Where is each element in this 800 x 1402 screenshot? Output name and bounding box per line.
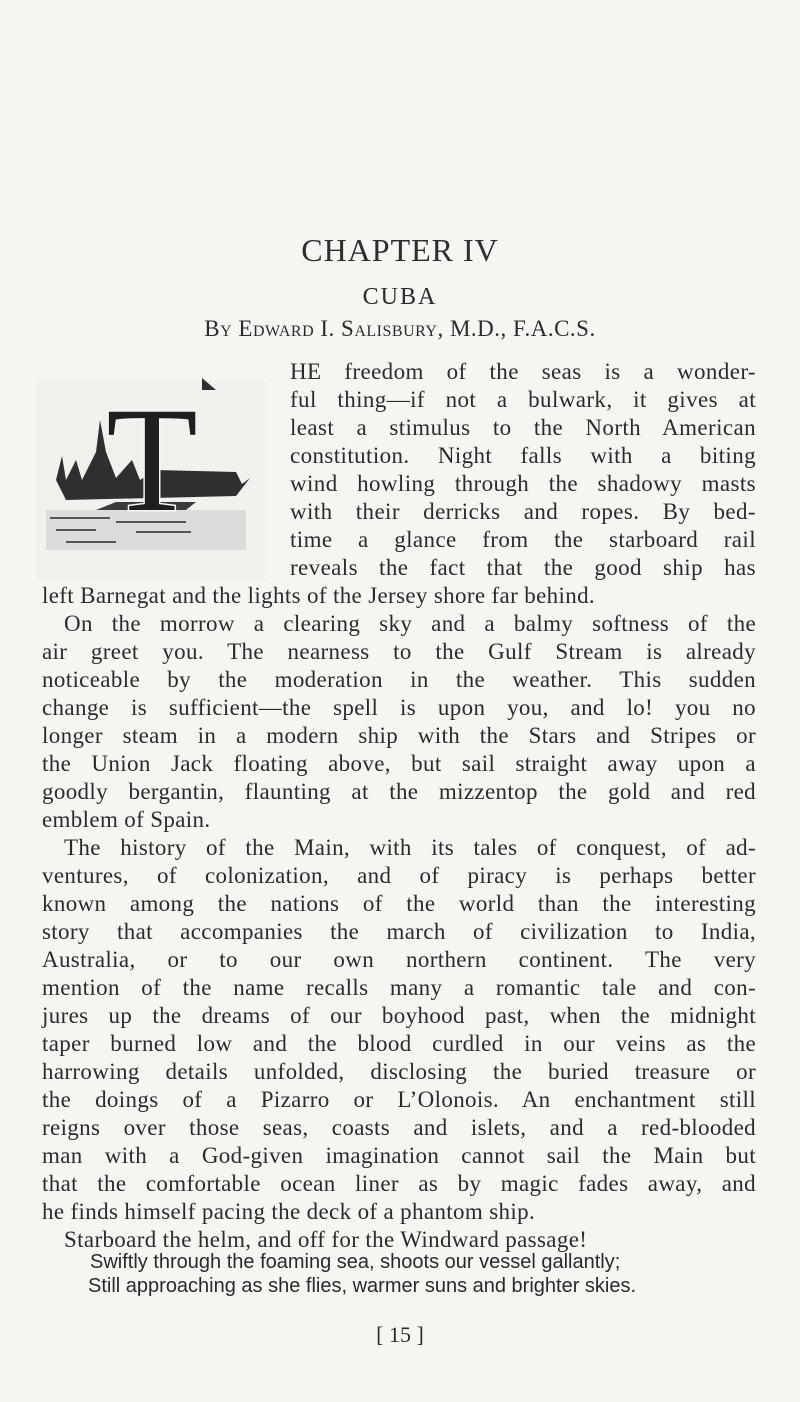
- text-line: The history of the Main, with its tales of conquest, of ad-: [64, 835, 756, 860]
- text-line: he finds himself pacing the deck of a phantom ship.: [42, 1199, 536, 1224]
- text-line: jures up the dreams of our boyhood past, when the midnight: [42, 1003, 756, 1028]
- text-line: least a stimulus to the North American: [290, 415, 756, 440]
- text-line: man with a God-given imagination cannot sail the Main but: [42, 1143, 756, 1168]
- text-line: reigns over those seas, coasts and islets, and a red-blooded: [42, 1115, 756, 1140]
- text-line: Starboard the helm, and off for the Windward passage!: [64, 1227, 588, 1252]
- text-line: ventures, of colonization, and of piracy is perhaps better: [42, 863, 756, 888]
- drop-cap-letter: T: [106, 377, 198, 543]
- text-line: longer steam in a modern ship with the Stars and Stripes or: [42, 723, 756, 748]
- text-line: the Union Jack floating above, but sail straight away upon a: [42, 751, 756, 776]
- drop-cap-illustration: [36, 360, 266, 590]
- text-line: known among the nations of the world than the interesting: [42, 891, 756, 916]
- verse-line: Swiftly through the foaming sea, shoots our vessel gallantly;: [90, 1251, 621, 1273]
- text-line: reveals the fact that the good ship has: [290, 555, 756, 580]
- text-line: the doings of a Pizarro or L’Olonois. An enchantment still: [42, 1087, 756, 1112]
- text-line: On the morrow a clearing sky and a balmy softness of the: [64, 611, 756, 636]
- text-line: noticeable by the moderation in the weather. This sudden: [42, 667, 756, 692]
- text-line: wind howling through the shadowy masts: [290, 471, 756, 496]
- text-line: that the comfortable ocean liner as by magic fades away, and: [42, 1171, 756, 1196]
- text-line: taper burned low and the blood curdled in our veins as the: [42, 1031, 756, 1056]
- text-line: goodly bergantin, flaunting at the mizzentop the gold and red: [42, 779, 756, 804]
- text-line: constitution. Night falls with a biting: [290, 443, 756, 468]
- verse-line: Still approaching as she flies, warmer suns and brighter skies.: [88, 1275, 637, 1297]
- author-byline: By Edward I. Salisbury, M.D., F.A.C.S.: [204, 316, 596, 341]
- text-line: HE freedom of the seas is a wonder-: [290, 359, 756, 384]
- text-line: Australia, or to our own northern continent. The very: [42, 947, 756, 972]
- text-line: story that accompanies the march of civilization to India,: [42, 919, 756, 944]
- body-text: [42, 582, 756, 1254]
- text-line: ful thing—if not a bulwark, it gives at: [290, 387, 756, 412]
- text-line: change is sufficient—the spell is upon you, and lo! you no: [42, 695, 756, 720]
- page-number: [ 15 ]: [376, 1322, 424, 1347]
- text-line: emblem of Spain.: [42, 807, 211, 832]
- verse-quote: [90, 1250, 636, 1298]
- text-line: air greet you. The nearness to the Gulf Stream is already: [42, 639, 756, 664]
- text-line: mention of the name recalls many a romantic tale and con-: [42, 975, 756, 1000]
- chapter-heading: CHAPTER IV: [301, 232, 499, 268]
- text-line: time a glance from the starboard rail: [290, 527, 756, 552]
- chapter-title: CUBA: [362, 284, 438, 310]
- opening-paragraph: [290, 358, 756, 582]
- text-line: with their derricks and ropes. By bed-: [290, 499, 756, 524]
- text-line: left Barnegat and the lights of the Jersey shore far behind.: [42, 583, 596, 608]
- text-line: harrowing details unfolded, disclosing the buried treasure or: [42, 1059, 756, 1084]
